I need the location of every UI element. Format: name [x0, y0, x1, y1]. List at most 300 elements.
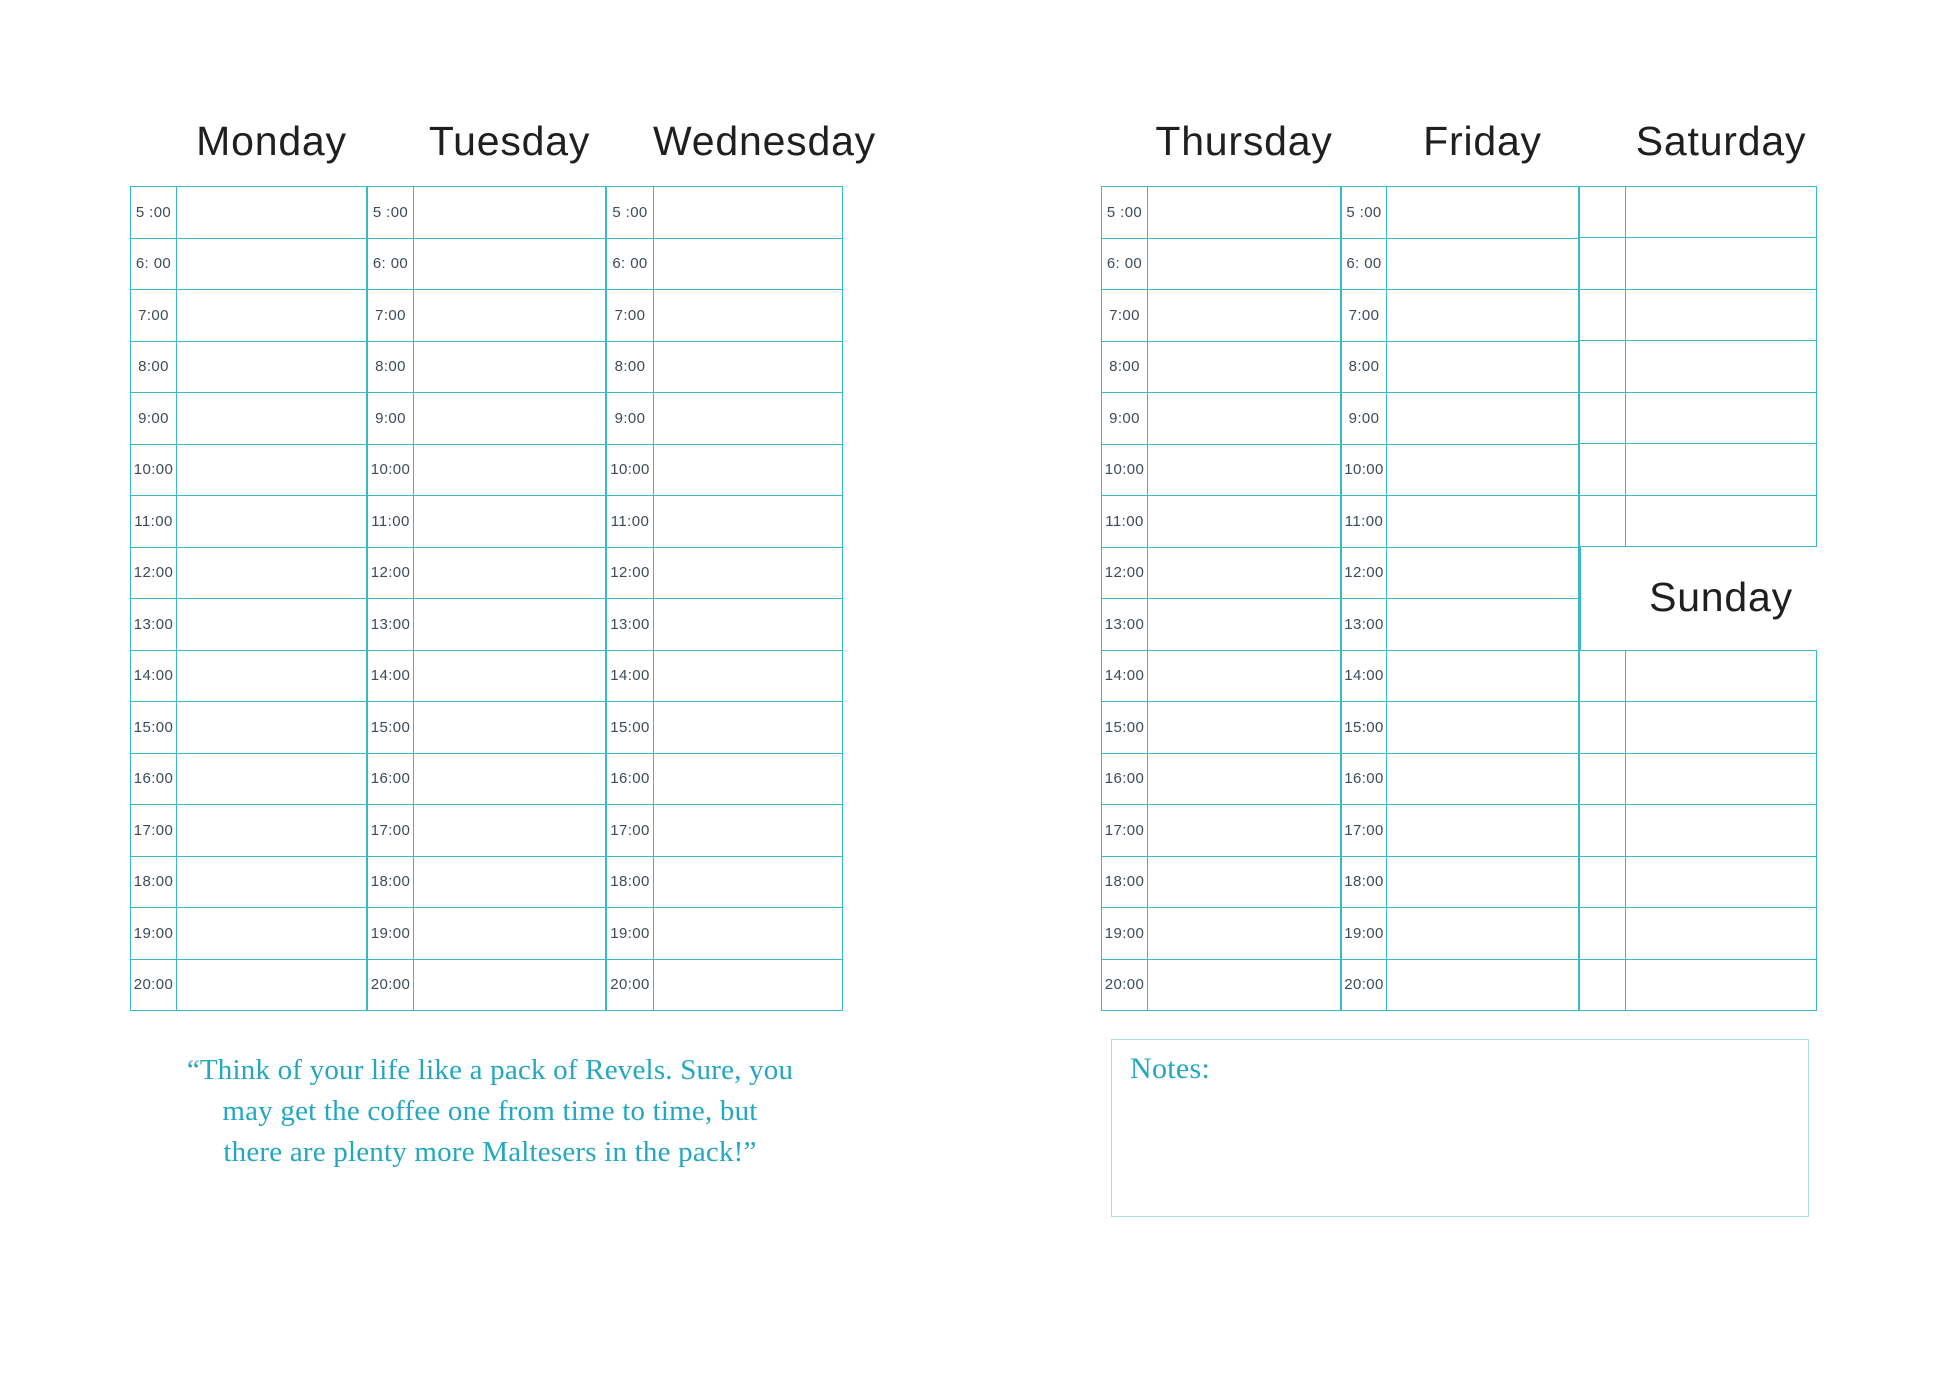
time-slot-label: 5 :00 [607, 187, 654, 238]
table-row [1342, 548, 1578, 600]
schedule-cell[interactable] [1626, 496, 1816, 546]
schedule-cell[interactable] [1626, 238, 1816, 288]
time-slot-label: 7:00 [368, 290, 414, 341]
time-slot-label: 11:00 [368, 496, 414, 547]
schedule-cell[interactable] [1626, 908, 1816, 958]
table-row [131, 651, 366, 703]
schedule-cell[interactable] [414, 805, 605, 856]
table-row [1102, 187, 1340, 239]
table-row [1342, 187, 1578, 239]
notes-box[interactable] [1111, 1039, 1809, 1217]
time-slot-label: 19:00 [368, 908, 414, 959]
day-title-tuesday: Tuesday [428, 118, 591, 164]
table-row [1580, 702, 1816, 753]
schedule-cell[interactable] [414, 651, 605, 702]
schedule-cell[interactable] [177, 651, 366, 702]
time-slot-label: 5 :00 [1342, 187, 1387, 238]
time-slot-label: 15:00 [607, 702, 654, 753]
time-slot-label: 16:00 [131, 754, 177, 805]
schedule-cell[interactable] [654, 702, 842, 753]
time-slot-label: 6: 00 [1102, 239, 1148, 290]
schedule-cell[interactable] [654, 908, 842, 959]
schedule-cell[interactable] [1148, 805, 1340, 856]
schedule-cell[interactable] [177, 548, 366, 599]
saturday-schedule-table [1579, 186, 1817, 547]
schedule-cell[interactable] [654, 239, 842, 290]
time-slot-label: 5 :00 [368, 187, 414, 238]
schedule-cell[interactable] [414, 496, 605, 547]
time-slot-spacer [1580, 960, 1626, 1010]
time-slot-label: 17:00 [368, 805, 414, 856]
schedule-cell[interactable] [1626, 754, 1816, 804]
schedule-cell[interactable] [1387, 754, 1578, 805]
time-slot-label: 7:00 [131, 290, 177, 341]
table-row [131, 496, 366, 548]
table-row [131, 857, 366, 909]
table-row [1102, 239, 1340, 291]
table-row [1580, 341, 1816, 392]
table-row [1342, 445, 1578, 497]
time-slot-label: 16:00 [1102, 754, 1148, 805]
table-row [1580, 496, 1816, 546]
schedule-cell[interactable] [1148, 548, 1340, 599]
table-row [368, 548, 605, 600]
time-slot-label: 9:00 [368, 393, 414, 444]
day-title-friday: Friday [1423, 118, 1542, 164]
time-slot-label: 15:00 [368, 702, 414, 753]
time-slot-label: 13:00 [1102, 599, 1148, 650]
schedule-cell[interactable] [414, 908, 605, 959]
table-row [1102, 342, 1340, 394]
table-row [131, 805, 366, 857]
schedule-cell[interactable] [1387, 651, 1578, 702]
schedule-cell[interactable] [1148, 496, 1340, 547]
table-row [1342, 702, 1578, 754]
schedule-cell[interactable] [1148, 651, 1340, 702]
time-slot-label: 16:00 [1342, 754, 1387, 805]
table-row [368, 651, 605, 703]
schedule-cell[interactable] [177, 805, 366, 856]
time-slot-label: 16:00 [368, 754, 414, 805]
time-slot-label: 6: 00 [131, 239, 177, 290]
monday-schedule-table [130, 186, 367, 1011]
table-row [607, 342, 842, 394]
time-slot-spacer [1580, 908, 1626, 958]
time-slot-label: 9:00 [1342, 393, 1387, 444]
schedule-cell[interactable] [177, 960, 366, 1011]
table-row [1102, 651, 1340, 703]
wednesday-schedule-table [606, 186, 843, 1011]
table-row [1102, 857, 1340, 909]
table-row [607, 754, 842, 806]
schedule-cell[interactable] [1626, 702, 1816, 752]
time-slot-spacer [1580, 805, 1626, 855]
schedule-cell[interactable] [177, 857, 366, 908]
day-title-sunday: Sunday [1649, 574, 1793, 620]
table-row [1580, 290, 1816, 341]
notes-label: Notes: [1130, 1052, 1211, 1085]
time-slot-label: 12:00 [1102, 548, 1148, 599]
schedule-cell[interactable] [177, 342, 366, 393]
table-row [1580, 908, 1816, 959]
table-row [1102, 290, 1340, 342]
table-row [607, 445, 842, 497]
time-slot-label: 12:00 [131, 548, 177, 599]
table-row [131, 548, 366, 600]
time-slot-label: 6: 00 [607, 239, 654, 290]
table-row [1102, 393, 1340, 445]
schedule-cell[interactable] [1626, 341, 1816, 391]
schedule-cell[interactable] [1148, 702, 1340, 753]
schedule-cell[interactable] [1387, 548, 1578, 599]
schedule-cell[interactable] [177, 393, 366, 444]
time-slot-spacer [1580, 444, 1626, 494]
time-slot-label: 11:00 [1342, 496, 1387, 547]
sunday-schedule-table [1579, 650, 1817, 1011]
schedule-cell[interactable] [1387, 239, 1578, 290]
schedule-cell[interactable] [1148, 754, 1340, 805]
day-title-monday: Monday [196, 118, 347, 164]
table-row [1342, 290, 1578, 342]
time-slot-label: 19:00 [1102, 908, 1148, 959]
schedule-cell[interactable] [1148, 445, 1340, 496]
table-row [368, 857, 605, 909]
schedule-cell[interactable] [177, 908, 366, 959]
schedule-cell[interactable] [1148, 187, 1340, 238]
table-row [368, 187, 605, 239]
time-slot-label: 18:00 [368, 857, 414, 908]
time-slot-label: 7:00 [607, 290, 654, 341]
time-slot-label: 10:00 [607, 445, 654, 496]
table-row [1342, 754, 1578, 806]
schedule-cell[interactable] [1387, 908, 1578, 959]
schedule-cell[interactable] [414, 445, 605, 496]
time-slot-spacer [1580, 651, 1626, 701]
schedule-cell[interactable] [414, 857, 605, 908]
schedule-cell[interactable] [177, 445, 366, 496]
time-slot-label: 19:00 [607, 908, 654, 959]
time-slot-label: 6: 00 [1342, 239, 1387, 290]
time-slot-spacer [1580, 290, 1626, 340]
time-slot-label: 16:00 [607, 754, 654, 805]
table-row [1102, 548, 1340, 600]
time-slot-label: 10:00 [131, 445, 177, 496]
schedule-cell[interactable] [177, 239, 366, 290]
time-slot-label: 8:00 [131, 342, 177, 393]
time-slot-spacer [1580, 857, 1626, 907]
table-row [131, 187, 366, 239]
table-row [607, 393, 842, 445]
time-slot-label: 20:00 [368, 960, 414, 1011]
time-slot-label: 11:00 [131, 496, 177, 547]
thursday-schedule-table [1101, 186, 1341, 1011]
time-slot-label: 19:00 [1342, 908, 1387, 959]
table-row [1580, 857, 1816, 908]
time-slot-label: 17:00 [1342, 805, 1387, 856]
time-slot-label: 9:00 [607, 393, 654, 444]
schedule-cell[interactable] [654, 805, 842, 856]
table-row [1102, 908, 1340, 960]
schedule-cell[interactable] [654, 290, 842, 341]
schedule-cell[interactable] [177, 187, 366, 238]
time-slot-label: 13:00 [607, 599, 654, 650]
schedule-cell[interactable] [1387, 187, 1578, 238]
schedule-cell[interactable] [414, 187, 605, 238]
time-slot-spacer [1580, 187, 1626, 237]
table-row [131, 599, 366, 651]
schedule-cell[interactable] [1387, 342, 1578, 393]
time-slot-label: 13:00 [1342, 599, 1387, 650]
schedule-cell[interactable] [1387, 857, 1578, 908]
day-title-wednesday: Wednesday [653, 118, 876, 164]
schedule-cell[interactable] [1148, 239, 1340, 290]
table-row [1580, 651, 1816, 702]
table-row [607, 805, 842, 857]
table-row [1580, 805, 1816, 856]
time-slot-label: 17:00 [1102, 805, 1148, 856]
schedule-cell[interactable] [1387, 445, 1578, 496]
table-row [1342, 393, 1578, 445]
table-row [1102, 445, 1340, 497]
table-row [607, 702, 842, 754]
time-slot-label: 14:00 [607, 651, 654, 702]
schedule-cell[interactable] [177, 754, 366, 805]
time-slot-label: 9:00 [1102, 393, 1148, 444]
time-slot-label: 18:00 [1342, 857, 1387, 908]
time-slot-label: 20:00 [1342, 960, 1387, 1011]
table-row [131, 290, 366, 342]
table-row [1580, 444, 1816, 495]
table-row [368, 290, 605, 342]
quote-line: “Think of your life like a pack of Revels. Sure, you [186, 1054, 794, 1086]
schedule-cell[interactable] [1626, 857, 1816, 907]
time-slot-spacer [1580, 238, 1626, 288]
table-row [1102, 805, 1340, 857]
time-slot-spacer [1580, 702, 1626, 752]
schedule-cell[interactable] [177, 702, 366, 753]
table-row [607, 496, 842, 548]
table-row [607, 239, 842, 291]
table-row [607, 548, 842, 600]
table-row [1342, 496, 1578, 548]
table-row [1102, 754, 1340, 806]
time-slot-label: 8:00 [1102, 342, 1148, 393]
table-row [131, 754, 366, 806]
time-slot-label: 10:00 [1342, 445, 1387, 496]
time-slot-label: 10:00 [368, 445, 414, 496]
table-row [131, 908, 366, 960]
schedule-cell[interactable] [654, 960, 842, 1011]
schedule-cell[interactable] [654, 599, 842, 650]
time-slot-label: 20:00 [1102, 960, 1148, 1011]
time-slot-label: 9:00 [131, 393, 177, 444]
day-title-saturday: Saturday [1635, 118, 1807, 164]
time-slot-label: 11:00 [607, 496, 654, 547]
table-row [368, 960, 605, 1011]
schedule-cell[interactable] [1148, 342, 1340, 393]
time-slot-label: 12:00 [607, 548, 654, 599]
schedule-cell[interactable] [414, 702, 605, 753]
time-slot-spacer [1580, 496, 1626, 546]
time-slot-label: 10:00 [1102, 445, 1148, 496]
table-row [1342, 857, 1578, 909]
schedule-cell[interactable] [414, 754, 605, 805]
time-slot-label: 7:00 [1342, 290, 1387, 341]
time-slot-label: 6: 00 [368, 239, 414, 290]
table-row [1580, 960, 1816, 1010]
time-slot-label: 8:00 [368, 342, 414, 393]
schedule-cell[interactable] [1148, 960, 1340, 1011]
schedule-cell[interactable] [414, 239, 605, 290]
time-slot-label: 18:00 [607, 857, 654, 908]
schedule-cell[interactable] [1387, 393, 1578, 444]
schedule-cell[interactable] [654, 754, 842, 805]
table-row [368, 445, 605, 497]
schedule-cell[interactable] [654, 342, 842, 393]
time-slot-label: 19:00 [131, 908, 177, 959]
table-row [607, 290, 842, 342]
table-row [1342, 599, 1578, 651]
table-row [1342, 239, 1578, 291]
time-slot-label: 14:00 [131, 651, 177, 702]
table-row [368, 599, 605, 651]
time-slot-label: 14:00 [1102, 651, 1148, 702]
quote-text [120, 1050, 860, 1173]
table-row [607, 187, 842, 239]
table-row [1342, 805, 1578, 857]
schedule-cell[interactable] [1387, 496, 1578, 547]
time-slot-label: 11:00 [1102, 496, 1148, 547]
table-row [1342, 960, 1578, 1011]
time-slot-label: 15:00 [1102, 702, 1148, 753]
time-slot-label: 5 :00 [1102, 187, 1148, 238]
tuesday-schedule-table [367, 186, 606, 1011]
table-row [607, 908, 842, 960]
schedule-cell[interactable] [654, 445, 842, 496]
table-row [368, 754, 605, 806]
time-slot-label: 18:00 [1102, 857, 1148, 908]
time-slot-spacer [1580, 341, 1626, 391]
schedule-cell[interactable] [654, 187, 842, 238]
schedule-cell[interactable] [1148, 908, 1340, 959]
schedule-cell[interactable] [414, 548, 605, 599]
time-slot-label: 20:00 [131, 960, 177, 1011]
time-slot-label: 12:00 [1342, 548, 1387, 599]
table-row [1342, 651, 1578, 703]
schedule-cell[interactable] [1387, 805, 1578, 856]
table-row [131, 342, 366, 394]
schedule-cell[interactable] [654, 651, 842, 702]
schedule-cell[interactable] [414, 290, 605, 341]
time-slot-label: 13:00 [131, 599, 177, 650]
table-row [607, 651, 842, 703]
schedule-cell[interactable] [177, 290, 366, 341]
table-row [1580, 238, 1816, 289]
schedule-cell[interactable] [177, 496, 366, 547]
table-row [131, 445, 366, 497]
time-slot-label: 12:00 [368, 548, 414, 599]
time-slot-label: 15:00 [131, 702, 177, 753]
schedule-cell[interactable] [1626, 805, 1816, 855]
time-slot-spacer [1580, 754, 1626, 804]
schedule-cell[interactable] [1626, 290, 1816, 340]
schedule-cell[interactable] [654, 393, 842, 444]
time-slot-label: 17:00 [607, 805, 654, 856]
table-row [368, 342, 605, 394]
schedule-cell[interactable] [654, 496, 842, 547]
table-row [1102, 496, 1340, 548]
time-slot-label: 20:00 [607, 960, 654, 1011]
quote-line: there are plenty more Maltesers in the pack!” [223, 1136, 757, 1168]
schedule-cell[interactable] [1387, 290, 1578, 341]
time-slot-label: 18:00 [131, 857, 177, 908]
quote-line: may get the coffee one from time to time, but [222, 1095, 758, 1127]
table-row [368, 393, 605, 445]
table-row [607, 599, 842, 651]
time-slot-label: 14:00 [1342, 651, 1387, 702]
schedule-cell[interactable] [1626, 187, 1816, 237]
schedule-cell[interactable] [1387, 599, 1578, 650]
schedule-cell[interactable] [1148, 393, 1340, 444]
time-slot-label: 5 :00 [131, 187, 177, 238]
table-row [368, 702, 605, 754]
schedule-cell[interactable] [414, 342, 605, 393]
saturday-sunday-divider-line [1578, 546, 1581, 652]
schedule-cell[interactable] [1626, 651, 1816, 701]
schedule-cell[interactable] [1148, 599, 1340, 650]
table-row [607, 857, 842, 909]
table-row [1102, 702, 1340, 754]
table-row [1342, 908, 1578, 960]
schedule-cell[interactable] [1148, 290, 1340, 341]
table-row [607, 960, 842, 1011]
schedule-cell[interactable] [177, 599, 366, 650]
time-slot-label: 17:00 [131, 805, 177, 856]
table-row [368, 805, 605, 857]
table-row [368, 239, 605, 291]
time-slot-label: 15:00 [1342, 702, 1387, 753]
time-slot-label: 13:00 [368, 599, 414, 650]
schedule-cell[interactable] [414, 599, 605, 650]
schedule-cell[interactable] [1387, 960, 1578, 1011]
table-row [1102, 599, 1340, 651]
table-row [1102, 960, 1340, 1011]
schedule-cell[interactable] [1387, 702, 1578, 753]
table-row [131, 393, 366, 445]
schedule-cell[interactable] [1148, 857, 1340, 908]
schedule-cell[interactable] [654, 548, 842, 599]
day-title-thursday: Thursday [1155, 118, 1333, 164]
time-slot-label: 8:00 [1342, 342, 1387, 393]
schedule-cell[interactable] [1626, 444, 1816, 494]
table-row [1580, 393, 1816, 444]
friday-schedule-table [1341, 186, 1579, 1011]
table-row [131, 702, 366, 754]
schedule-cell[interactable] [1626, 393, 1816, 443]
schedule-cell[interactable] [414, 960, 605, 1011]
table-row [131, 239, 366, 291]
table-row [368, 908, 605, 960]
schedule-cell[interactable] [654, 857, 842, 908]
time-slot-label: 8:00 [607, 342, 654, 393]
table-row [131, 960, 366, 1011]
time-slot-label: 14:00 [368, 651, 414, 702]
schedule-cell[interactable] [1626, 960, 1816, 1010]
table-row [368, 496, 605, 548]
time-slot-spacer [1580, 393, 1626, 443]
table-row [1580, 754, 1816, 805]
schedule-cell[interactable] [414, 393, 605, 444]
